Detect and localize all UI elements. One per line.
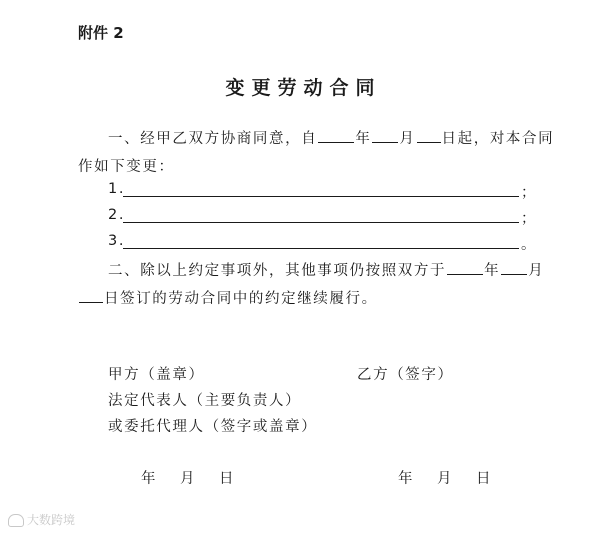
para1-year-blank[interactable] (318, 128, 354, 143)
para2-month-label: 月 (528, 263, 545, 279)
para2-text-end: 日签订的劳动合同中的约定继续履行。 (104, 291, 378, 307)
paragraph-1-line-1 (108, 127, 554, 148)
item-1-blank-line[interactable] (123, 196, 519, 197)
paragraph-2-line-1 (108, 259, 544, 280)
item-3-blank-line[interactable] (123, 248, 519, 249)
para2-year-label: 年 (484, 263, 501, 279)
party-a-date-month: 月 (180, 471, 197, 487)
party-a-date-year: 年 (141, 471, 158, 487)
para1-text-start: 一、经甲乙双方协商同意，自 (108, 131, 318, 147)
party-a-seal-label: 甲方（盖章） (108, 367, 205, 383)
para1-month-blank[interactable] (372, 128, 398, 143)
party-a-date-day: 日 (219, 471, 236, 487)
party-b-date-day: 日 (476, 471, 493, 487)
item-2-end-mark: ； (521, 211, 538, 227)
party-b-date-month: 月 (437, 471, 454, 487)
para1-month-label: 月 (399, 131, 416, 147)
para2-month-blank[interactable] (501, 260, 527, 275)
authorized-agent-label: 或委托代理人（签字或盖章） (108, 419, 318, 435)
para1-day-blank[interactable] (417, 128, 441, 143)
party-b-sign-label: 乙方（签字） (357, 367, 454, 383)
paragraph-2-line-2 (78, 287, 378, 308)
watermark-logo-icon (8, 514, 24, 527)
attachment-label: 附件 2 (78, 24, 124, 42)
document-title: 变更劳动合同 (225, 77, 382, 99)
item-2-blank-line[interactable] (123, 222, 519, 223)
watermark (8, 511, 75, 528)
legal-representative-label: 法定代表人（主要负责人） (108, 393, 302, 409)
watermark-text: 大数跨境 (27, 513, 76, 527)
para1-text-end: 日起，对本合同 (441, 131, 555, 147)
item-3-number: 3. (108, 233, 126, 249)
party-b-date-year: 年 (398, 471, 415, 487)
item-3-end-mark: 。 (521, 237, 538, 253)
para1-year-label: 年 (355, 131, 372, 147)
item-1-end-mark: ； (521, 185, 538, 201)
para2-day-blank[interactable] (79, 288, 103, 303)
item-2-number: 2. (108, 207, 126, 223)
para2-year-blank[interactable] (447, 260, 483, 275)
item-1-number: 1. (108, 181, 126, 197)
paragraph-1-line-2: 作如下变更： (78, 159, 175, 175)
para2-text-start: 二、除以上约定事项外，其他事项仍按照双方于 (108, 263, 447, 279)
